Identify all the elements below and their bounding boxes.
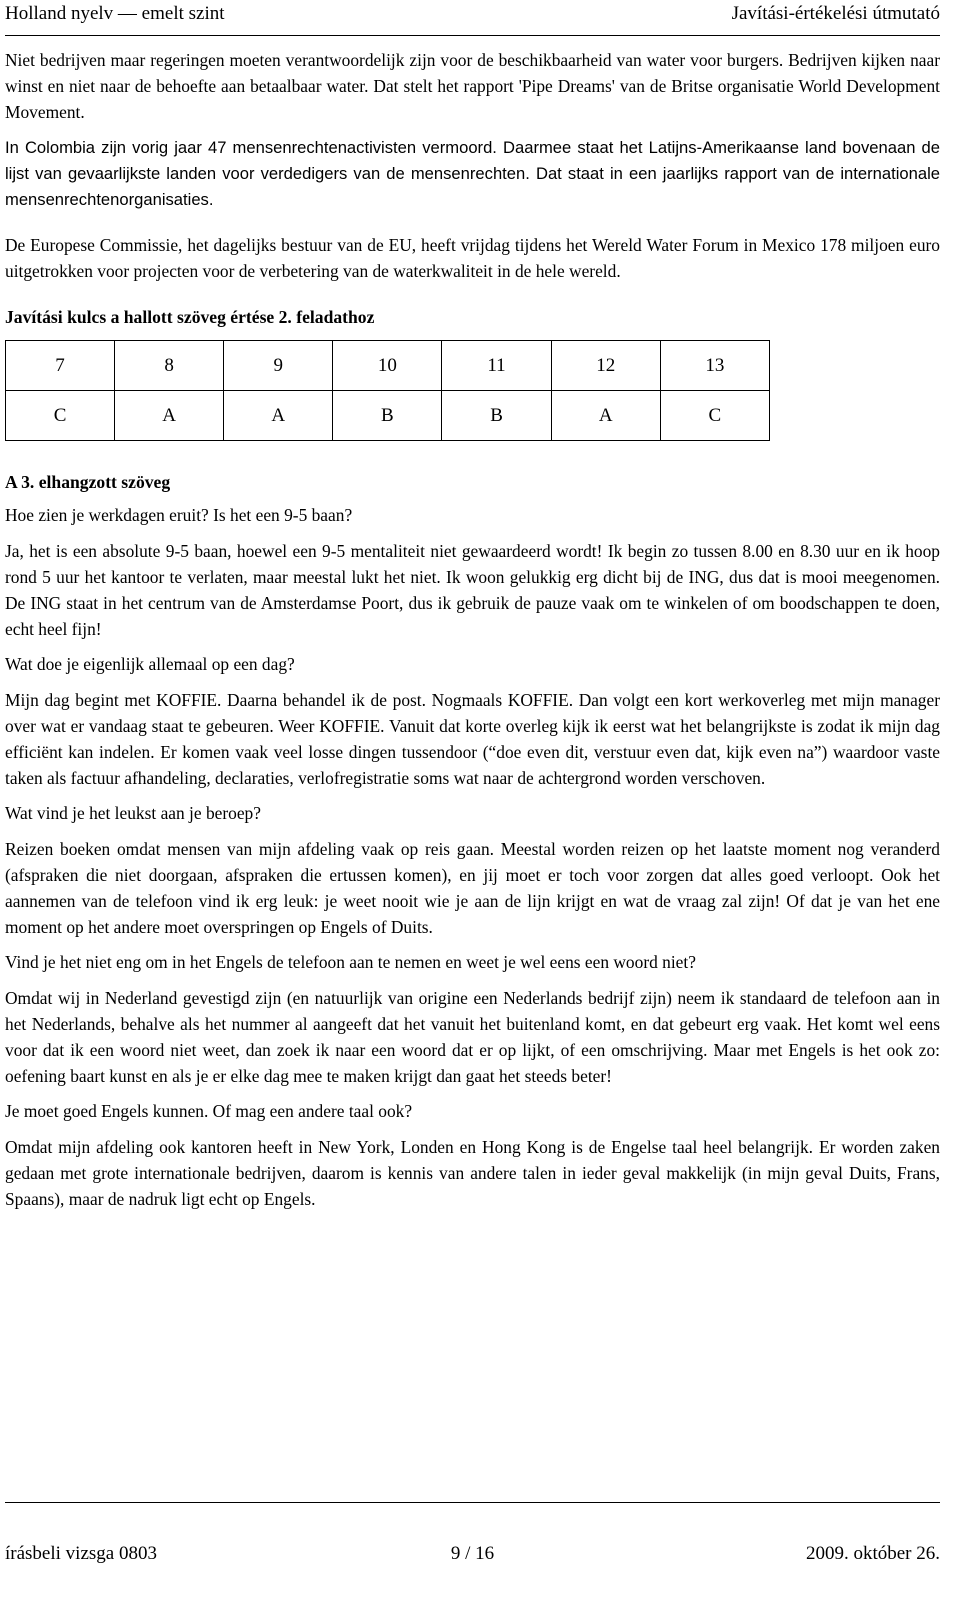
news-paragraph: In Colombia zijn vorig jaar 47 mensenrechtenactivisten vermoord. Daarmee staat het Latijns-Amerikaanse land bovenaan de lijst van gevaarlijkste landen voor verdedigers van de mensenrechten. Dat staat in een jaarlijks rapport van de internationale mensenrechtenorganisaties. (5, 138, 940, 209)
answer-key-answer: C (6, 391, 115, 441)
answer-key-number: 8 (115, 341, 224, 391)
answer-key-numbers-row (6, 341, 770, 391)
footer-page-number: 9 / 16 (450, 1543, 495, 1564)
answer-key-number: 11 (442, 341, 551, 391)
interview-answer: Omdat wij in Nederland gevestigd zijn (en natuurlijk van origine een Nederlands bedrijf zijn) neem ik standaard de telefoon aan in het Nederlands, behalve als het nummer al aangeeft dat het vanuit het buitenland komt, en dat gebeurt erg vaak. Het komt wel eens voor dat ik een woord niet weet, dan zoek ik naar een woord dat er op lijkt, of een omschrijving. Maar met Engels is het ook zo: oefening baart kunst en als je er elke dag mee te maken krijgt dan gaat het steeds beter! (5, 988, 940, 1086)
interview-answer: Reizen boeken omdat mensen van mijn afdeling vaak op reis gaan. Meestal worden reizen op het laatste moment nog veranderd (afspraken die niet doorgaan, afspraken die ertussen komen), en jij moet er toch voor zorgen dat alles goed verloopt. Ook het aannemen van de telefoon vind ik erg leuk: je weet nooit wie je aan de lijn krijgt en wat de vraag zal zijn! Of dat je van het ene moment op het andere moet overspringen op Engels of Duits. (5, 839, 940, 937)
answer-key-number: 12 (551, 341, 660, 391)
interview-question: Wat doe je eigenlijk allemaal op een dag? (5, 654, 295, 675)
page-header (5, 2, 940, 32)
answer-key-number: 9 (224, 341, 333, 391)
answer-key-answer: A (115, 391, 224, 441)
answer-key-answer: A (551, 391, 660, 441)
news-paragraph: De Europese Commissie, het dagelijks bestuur van de EU, heeft vrijdag tijdens het Wereld Water Forum in Mexico 178 miljoen euro uitgetrokken voor projecten voor de verbetering van de waterkwaliteit in de hele wereld. (5, 234, 940, 281)
footer-exam-code: írásbeli vizsga 0803 (5, 1543, 157, 1564)
interview-answer: Mijn dag begint met KOFFIE. Daarna behandel ik de post. Nogmaals KOFFIE. Dan volgt een kort werkoverleg met mijn manager over wat er vandaag staat te gebeuren. Weer KOFFIE. Vanuit dat korte overleg kijk ik eerst wat het belangrijkste is zodat ik mijn dag efficiënt kan indelen. Er komen vaak veel losse dingen tussendoor (“doe even dit, verstuur even dat, kijk even na”) waardoor vaste taken als factuur afhandeling, declaraties, verlofregistratie soms wat naar de achtergrond worden verschoven. (5, 690, 940, 788)
answer-key-number: 13 (660, 341, 769, 391)
answer-key-answer: B (442, 391, 551, 441)
interview-answer: Ja, het is een absolute 9-5 baan, hoewel een 9-5 mentaliteit niet gewaardeerd wordt! Ik begin zo tussen 8.00 en 8.30 uur en ik hoop rond 5 uur het kantoor te verlaten, maar meestal lukt het niet. Ik woon gelukkig erg dicht bij de ING, dus dat is mooi meegenomen. De ING staat in het centrum van de Amsterdamse Poort, dus ik gebruik de pauze vaak om te winkelen of om boodschappen te doen, echt heel fijn! (5, 541, 940, 639)
interview-question: Hoe zien je werkdagen eruit? Is het een 9-5 baan? (5, 505, 353, 526)
interview-question: Je moet goed Engels kunnen. Of mag een andere taal ook? (5, 1101, 413, 1122)
footer-divider (5, 1502, 940, 1503)
footer-date: 2009. október 26. (805, 1543, 940, 1564)
header-subject: Holland nyelv — emelt szint (5, 3, 225, 24)
answer-key-number: 10 (333, 341, 442, 391)
answer-key-answer: B (333, 391, 442, 441)
header-guide-title: Javítási-értékelési útmutató (731, 3, 940, 24)
interview-question: Wat vind je het leukst aan je beroep? (5, 803, 261, 824)
answer-key-answer: A (224, 391, 333, 441)
answer-key-number: 7 (6, 341, 115, 391)
answer-key-table (5, 340, 770, 441)
interview-answer: Omdat mijn afdeling ook kantoren heeft in New York, Londen en Hong Kong is de Engelse taal heel belangrijk. Er worden zaken gedaan met grote internationale bedrijven, daarom is kennis van andere talen in ieder geval makkelijk (in mijn geval Duits, Frans, Spaans), maar de nadruk ligt echt op Engels. (5, 1137, 940, 1209)
news-paragraph: Niet bedrijven maar regeringen moeten verantwoordelijk zijn voor de beschikbaarheid van water voor burgers. Bedrijven kijken naar winst en niet naar de behoefte aan betaalbaar water. Dat stelt het rapport 'Pipe Dreams' van de Britse organisatie World Development Movement. (5, 50, 940, 122)
interview-title: A 3. elhangzott szöveg (5, 472, 171, 493)
answer-key-answer: C (660, 391, 769, 441)
answer-key-answers-row (6, 391, 770, 441)
header-divider (5, 35, 940, 36)
page-content (5, 48, 940, 1213)
document-page (5, 0, 940, 1597)
answer-key-title: Javítási kulcs a hallott szöveg értése 2. feladathoz (5, 307, 375, 328)
interview-question: Vind je het niet eng om in het Engels de telefoon aan te nemen en weet je wel eens een woord niet? (5, 952, 696, 973)
